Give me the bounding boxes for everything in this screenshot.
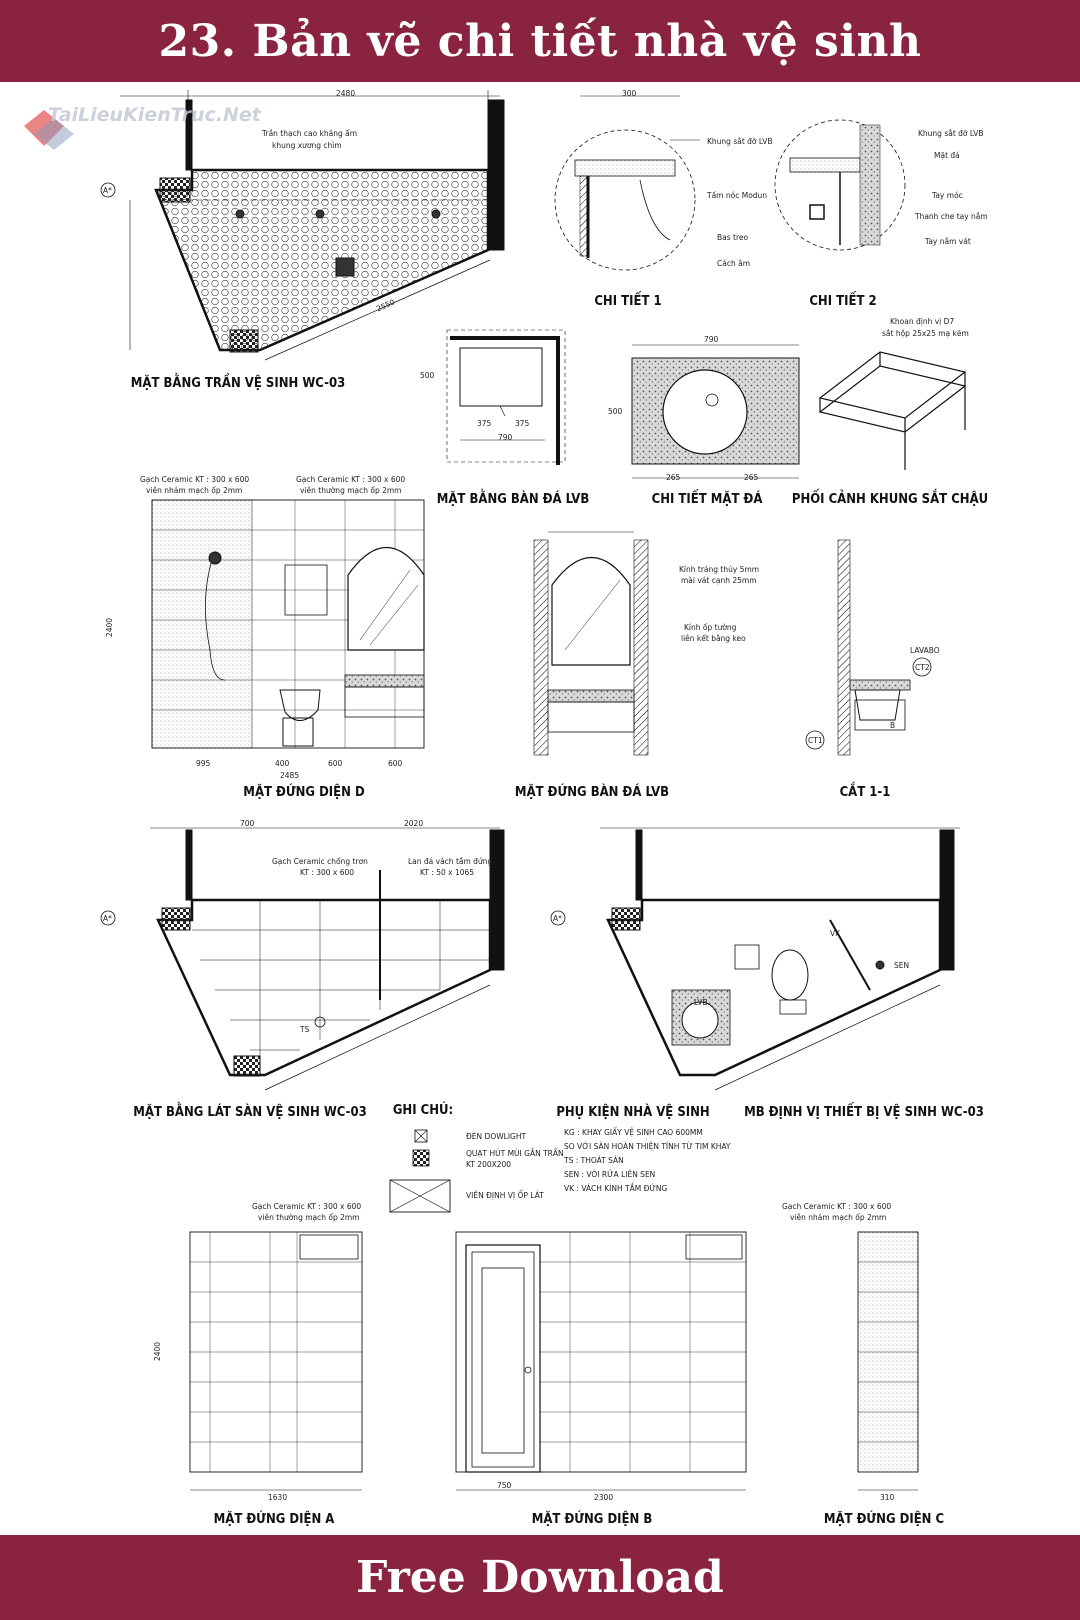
drawing-sheet — [0, 82, 1080, 1535]
elevation-a — [190, 1232, 362, 1490]
dim-elev-b-door: 750 — [497, 1481, 512, 1490]
label-ceiling-plan: MẶT BẰNG TRẦN VỆ SINH WC-03 — [130, 376, 346, 391]
dim-plan-diag: 2550 — [374, 297, 397, 314]
label-section-1-1: CẮT 1-1 — [839, 785, 891, 800]
accessory-sen: SEN : VÒI RỬA LIÊN SEN — [564, 1170, 656, 1179]
free-download-label[interactable]: Free Download — [356, 1552, 724, 1603]
legend-fan-size: KT 200X200 — [466, 1160, 512, 1169]
dim-elev-d-s3: 600 — [328, 759, 343, 768]
axis-tag-1: A* — [103, 186, 112, 195]
dim-basin-half2: 375 — [515, 419, 530, 428]
d1-panel-note: Tấm nóc Modun — [707, 191, 768, 200]
mirror-note-4: liên kết bằng keo — [681, 634, 746, 643]
dim-basin-h: 500 — [420, 371, 435, 380]
floor-tile-a: Gạch Ceramic chống trơn — [272, 857, 368, 866]
tag-ct1: CT1 — [808, 736, 823, 745]
label-accessories: PHỤ KIỆN NHÀ VỆ SINH — [556, 1105, 710, 1120]
legend-fan: QUẠT HÚT MÙI GẮN TRẦN — [466, 1149, 564, 1158]
label-elev-a: MẶT ĐỨNG DIỆN A — [213, 1512, 335, 1527]
frame-note-2: sắt hộp 25x25 mạ kẽm — [882, 329, 969, 338]
tag-ct2: CT2 — [915, 663, 930, 672]
elev-d-tile2-a: Gạch Ceramic KT : 300 x 600 — [296, 475, 406, 484]
ceiling-note-2: khung xương chìm — [272, 141, 342, 150]
d2-bar-note: Thanh che tay nắm — [915, 212, 988, 221]
elev-d-tile2-b: viên thường mạch ốp 2mm — [300, 486, 402, 495]
elev-d-tile1-a: Gạch Ceramic KT : 300 x 600 — [140, 475, 250, 484]
dim-elev-b-total: 2300 — [594, 1493, 614, 1502]
accessory-kg-note: SO VỚI SÀN HOÀN THIỆN TÍNH TỪ TIM KHAY — [564, 1142, 731, 1151]
label-detail-1: CHI TIẾT 1 — [594, 294, 662, 309]
label-basin-plan: MẶT BẰNG BÀN ĐÁ LVB — [436, 492, 590, 507]
label-floor-plan: MẶT BẰNG LÁT SÀN VỆ SINH WC-03 — [133, 1105, 367, 1120]
dim-stone-w: 790 — [704, 335, 719, 344]
axis-tag-2: A* — [103, 914, 112, 923]
label-elev-basin: MẶT ĐỨNG BÀN ĐÁ LVB — [514, 785, 670, 800]
label-detail-2: CHI TIẾT 2 — [809, 294, 877, 309]
accessory-ts: TS : THOÁT SÀN — [564, 1156, 624, 1165]
basin-plan — [447, 330, 565, 465]
mirror-note-3: Kính ốp tường — [684, 623, 737, 632]
d2-hook-note: Tay móc — [932, 191, 963, 200]
dim-basin-half1: 375 — [477, 419, 492, 428]
stone-detail — [632, 345, 799, 478]
elev-a-tile-b: viên thường mạch ốp 2mm — [258, 1213, 360, 1222]
dim-d1-width: 300 — [622, 89, 637, 98]
dim-elev-d-total: 2485 — [280, 771, 300, 780]
tag-ts: TS — [300, 1025, 310, 1034]
partition-a: Lan đá vách tắm đứng — [408, 857, 493, 866]
dim-floor-top-b: 700 — [240, 819, 255, 828]
accessory-kg: KG : KHAY GIẤY VỆ SINH CAO 600MM — [564, 1128, 703, 1137]
fixture-plan — [551, 828, 960, 1090]
dim-elev-d-s2: 400 — [275, 759, 290, 768]
dim-stone-s2: 265 — [744, 473, 759, 482]
d1-insul-note: Cách âm — [717, 259, 750, 268]
elev-d-tile1-b: viên nhám mạch ốp 2mm — [146, 486, 243, 495]
legend-downlight: ĐÈN DOWLIGHT — [466, 1132, 527, 1141]
accessory-vk: VK : VÁCH KÍNH TẮM ĐỨNG — [564, 1184, 668, 1193]
cad-drawing — [0, 82, 1080, 1535]
elevation-b — [456, 1232, 746, 1490]
page-title-banner — [0, 0, 1080, 82]
elev-c-tile-b: viên nhám mạch ốp 2mm — [790, 1213, 887, 1222]
dim-floor-top: 2020 — [404, 819, 424, 828]
elevation-d — [152, 500, 424, 748]
page-title: 23. Bản vẽ chi tiết nhà vệ sinh — [158, 15, 922, 67]
tag-lvb: LVB — [694, 998, 708, 1007]
label-notes-title: GHI CHÚ: — [392, 1103, 454, 1118]
label-elev-b: MẶT ĐỨNG DIỆN B — [531, 1512, 653, 1527]
d2-stone-note: Mặt đá — [934, 151, 960, 160]
tag-sen: SEN — [894, 961, 910, 970]
frame-note-1: Khoan định vị D7 — [890, 317, 955, 326]
elev-c-tile-a: Gạch Ceramic KT : 300 x 600 — [782, 1202, 892, 1211]
floor-tile-b: KT : 300 x 600 — [300, 868, 355, 877]
tag-b: B — [890, 721, 896, 730]
detail-1 — [555, 96, 700, 270]
free-download-banner[interactable] — [0, 1535, 1080, 1620]
dim-elev-d-s1: 995 — [196, 759, 211, 768]
d2-handle-note: Tay nắm vát — [925, 237, 971, 246]
dim-elev-d-s4: 600 — [388, 759, 403, 768]
detail-2 — [775, 120, 905, 250]
label-frame-perspective: PHỐI CẢNH KHUNG SẮT CHẬU — [791, 492, 989, 507]
legend-tile-start: VIÊN ĐỊNH VỊ ỐP LÁT — [466, 1191, 544, 1200]
lavabo-tag: LAVABO — [910, 646, 940, 655]
dim-elev-a-total: 1630 — [268, 1493, 288, 1502]
label-elev-d: MẶT ĐỨNG DIỆN D — [243, 785, 365, 800]
dim-elev-height: 2400 — [153, 1341, 163, 1362]
elev-a-tile-a: Gạch Ceramic KT : 300 x 600 — [252, 1202, 362, 1211]
dim-plan-top: 2480 — [336, 89, 356, 98]
frame-perspective — [820, 352, 965, 470]
dim-stone-h: 500 — [608, 407, 623, 416]
partition-b: KT : 50 x 1065 — [420, 868, 475, 877]
mirror-note-1: Kính tráng thủy 5mm — [679, 565, 760, 574]
label-elev-c: MẶT ĐỨNG DIỆN C — [823, 1512, 945, 1527]
dim-elev-c-total: 310 — [880, 1493, 895, 1502]
label-stone-detail: CHI TIẾT MẶT ĐÁ — [651, 492, 763, 507]
watermark-text: TaiLieuKienTruc.Net — [48, 104, 261, 126]
axis-tag-3: A* — [553, 914, 562, 923]
dim-basin-w: 790 — [498, 433, 513, 442]
dim-stone-s1: 265 — [666, 473, 681, 482]
dim-elev-d-height: 2400 — [105, 617, 115, 638]
mirror-note-2: mài vát cạnh 25mm — [681, 576, 757, 585]
d2-frame-note: Khung sắt đỡ LVB — [918, 129, 984, 138]
legend-symbols — [390, 1130, 450, 1212]
ceiling-note-1: Trần thạch cao kháng ẩm — [262, 129, 358, 138]
elevation-c — [858, 1232, 918, 1490]
label-fixture-plan: MB ĐỊNH VỊ THIẾT BỊ VỆ SINH WC-03 — [744, 1105, 984, 1120]
d1-bas-note: Bas treo — [717, 233, 749, 242]
d1-frame-note: Khung sắt đỡ LVB — [707, 137, 773, 146]
tag-vk: VK — [830, 929, 841, 938]
elevation-basin — [534, 532, 648, 755]
